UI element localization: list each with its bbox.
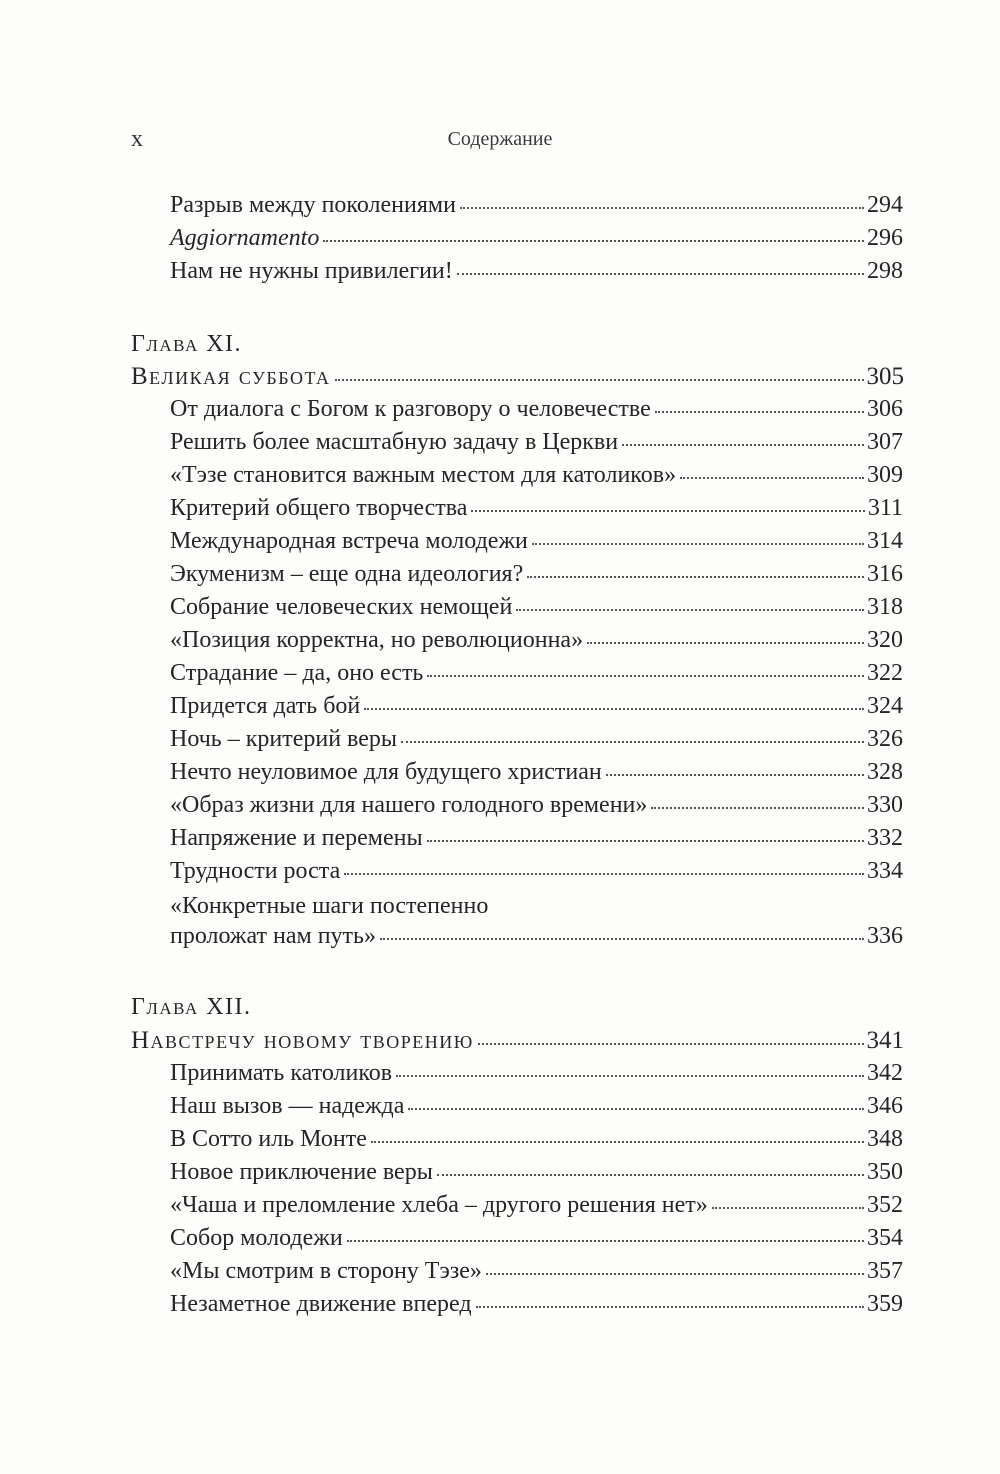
toc-entry-title: «Позиция корректна, но революционна» bbox=[170, 627, 584, 653]
toc-entry bbox=[170, 525, 903, 558]
toc-entry-title: Собор молодежи bbox=[170, 1225, 343, 1251]
toc-entry bbox=[170, 492, 903, 525]
toc-entry bbox=[170, 690, 903, 723]
dot-leader bbox=[344, 872, 864, 875]
toc-entry-page: 322 bbox=[867, 660, 903, 686]
toc-entry-title: Решить более масштабную задачу в Церкви bbox=[170, 429, 619, 455]
toc-entry bbox=[170, 1057, 903, 1090]
toc-entry bbox=[170, 1156, 903, 1189]
toc-entry-page: 320 bbox=[867, 627, 903, 653]
toc-entry bbox=[170, 255, 903, 288]
toc-entry bbox=[170, 822, 903, 855]
toc-entry-page: 328 bbox=[867, 759, 903, 785]
toc-entry bbox=[170, 789, 903, 822]
dot-leader bbox=[457, 272, 864, 275]
toc-entry-title: Придется дать бой bbox=[170, 693, 361, 719]
toc-entry bbox=[170, 1123, 903, 1156]
dot-leader bbox=[427, 839, 864, 842]
toc-entry-page: 352 bbox=[867, 1192, 903, 1218]
dot-leader bbox=[364, 707, 864, 710]
toc-entry-title: Разрыв между поколениями bbox=[170, 192, 456, 218]
toc-entry-title: Критерий общего творчества bbox=[170, 495, 468, 521]
toc-entry bbox=[170, 1222, 903, 1255]
toc-entry-page: 326 bbox=[867, 726, 903, 752]
toc-entry-title: «Образ жизни для нашего голодного времени» bbox=[170, 792, 648, 818]
toc-entry-title: Нам не нужны привилегии! bbox=[170, 258, 453, 284]
dot-leader bbox=[587, 641, 864, 644]
toc-entry bbox=[170, 426, 903, 459]
toc-entry-title: Незаметное движение вперед bbox=[170, 1291, 472, 1317]
dot-leader bbox=[527, 575, 864, 578]
toc-entry-page: 309 bbox=[867, 462, 903, 488]
toc-entry-page: 318 bbox=[867, 594, 903, 620]
toc-entry bbox=[170, 624, 903, 657]
toc-entry-title-line1: «Конкретные шаги постепенно bbox=[170, 893, 489, 919]
toc-entry-page: 296 bbox=[867, 225, 903, 251]
dot-leader bbox=[532, 542, 864, 545]
toc-entry bbox=[170, 558, 903, 591]
toc-entry-page: 324 bbox=[867, 693, 903, 719]
toc-entry-page: 336 bbox=[867, 923, 903, 949]
dot-leader bbox=[427, 674, 864, 677]
toc-entry-page: 298 bbox=[867, 258, 903, 284]
dot-leader bbox=[655, 410, 864, 413]
chapter-title: Навстречу новому творению bbox=[131, 1027, 474, 1054]
toc-entry-page: 348 bbox=[867, 1126, 903, 1152]
toc-entry bbox=[170, 393, 903, 426]
toc-entry-page: 332 bbox=[867, 825, 903, 851]
chapter-title: Великая суббота bbox=[131, 363, 331, 390]
toc-entry-title: От диалога с Богом к разговору о человечестве bbox=[170, 396, 651, 422]
toc-entry-page: 316 bbox=[867, 561, 903, 587]
toc-entry-title: «Тэзе становится важным местом для католиков» bbox=[170, 462, 677, 488]
dot-leader bbox=[335, 378, 864, 381]
toc-entry-page: 311 bbox=[867, 495, 903, 521]
toc-entry-title: Трудности роста bbox=[170, 858, 341, 884]
toc-entry bbox=[170, 723, 903, 756]
dot-leader bbox=[408, 1107, 864, 1110]
toc-entry bbox=[170, 1255, 903, 1288]
toc-entry-title: Наш вызов — надежда bbox=[170, 1093, 405, 1119]
toc-entry-title: Собрание человеческих немощей bbox=[170, 594, 513, 620]
toc-entry bbox=[170, 1090, 903, 1123]
toc-entry-page: 294 bbox=[867, 192, 903, 218]
toc-entry-title: В Сотто иль Монте bbox=[170, 1126, 367, 1152]
toc-entry-title: Напряжение и перемены bbox=[170, 825, 423, 851]
dot-leader bbox=[680, 476, 864, 479]
toc-entry-page: 354 bbox=[867, 1225, 903, 1251]
toc-entry bbox=[170, 189, 903, 222]
toc-entry-title: Ночь – критерий веры bbox=[170, 726, 398, 752]
dot-leader bbox=[347, 1239, 864, 1242]
toc-entry-title: Принимать католиков bbox=[170, 1060, 393, 1086]
toc-entry-page: 314 bbox=[867, 528, 903, 554]
toc-entry bbox=[170, 459, 903, 492]
dot-leader bbox=[476, 1305, 864, 1308]
toc-entry bbox=[170, 657, 903, 690]
toc-entry-page: 307 bbox=[867, 429, 903, 455]
toc-entry bbox=[170, 920, 903, 953]
dot-leader bbox=[380, 937, 864, 940]
dot-leader bbox=[460, 206, 864, 209]
toc-entry-title: Нечто неуловимое для будущего христиан bbox=[170, 759, 602, 785]
chapter-page: 341 bbox=[866, 1027, 904, 1054]
dot-leader bbox=[401, 740, 864, 743]
chapter-page: 305 bbox=[866, 363, 904, 390]
toc-entry bbox=[170, 222, 903, 255]
toc-entry-page: 334 bbox=[867, 858, 903, 884]
toc-entry bbox=[170, 756, 903, 789]
toc-entry-title: Aggiornamento bbox=[170, 225, 320, 251]
dot-leader bbox=[622, 443, 864, 446]
toc-entry bbox=[170, 591, 903, 624]
toc-entry-title: Международная встреча молодежи bbox=[170, 528, 528, 554]
dot-leader bbox=[323, 239, 864, 242]
dot-leader bbox=[606, 773, 864, 776]
toc-entry-page: 306 bbox=[867, 396, 903, 422]
dot-leader bbox=[396, 1074, 864, 1077]
toc-entry-page: 330 bbox=[867, 792, 903, 818]
toc-entry-page: 346 bbox=[867, 1093, 903, 1119]
toc-entry bbox=[170, 855, 903, 888]
toc-entry bbox=[170, 1288, 903, 1321]
chapter-label: Глава XII. bbox=[131, 994, 252, 1020]
dot-leader bbox=[486, 1272, 864, 1275]
toc-entry-page: 342 bbox=[867, 1060, 903, 1086]
toc-entry-title: «Чаша и преломление хлеба – другого решения нет» bbox=[170, 1192, 708, 1218]
page-number: x bbox=[131, 126, 143, 152]
chapter-label: Глава XI. bbox=[131, 331, 243, 357]
toc-entry-page: 357 bbox=[867, 1258, 903, 1284]
chapter-title-entry bbox=[131, 360, 904, 393]
dot-leader bbox=[651, 806, 864, 809]
chapter-title-entry bbox=[131, 1024, 904, 1057]
dot-leader bbox=[437, 1173, 864, 1176]
dot-leader bbox=[712, 1206, 864, 1209]
toc-entry-title: «Мы смотрим в сторону Тэзе» bbox=[170, 1258, 482, 1284]
toc-entry-title: Страдание – да, оно есть bbox=[170, 660, 424, 686]
dot-leader bbox=[371, 1140, 864, 1143]
dot-leader bbox=[516, 608, 864, 611]
toc-entry-title-line2: проложат нам путь» bbox=[170, 923, 376, 949]
toc-entry bbox=[170, 1189, 903, 1222]
dot-leader bbox=[471, 509, 864, 512]
toc-entry-title: Экуменизм – еще одна идеология? bbox=[170, 561, 524, 587]
running-head: Содержание bbox=[447, 128, 553, 150]
toc-entry-page: 359 bbox=[867, 1291, 903, 1317]
toc-entry-title: Новое приключение веры bbox=[170, 1159, 433, 1185]
toc-entry-page: 350 bbox=[867, 1159, 903, 1185]
dot-leader bbox=[478, 1042, 864, 1045]
